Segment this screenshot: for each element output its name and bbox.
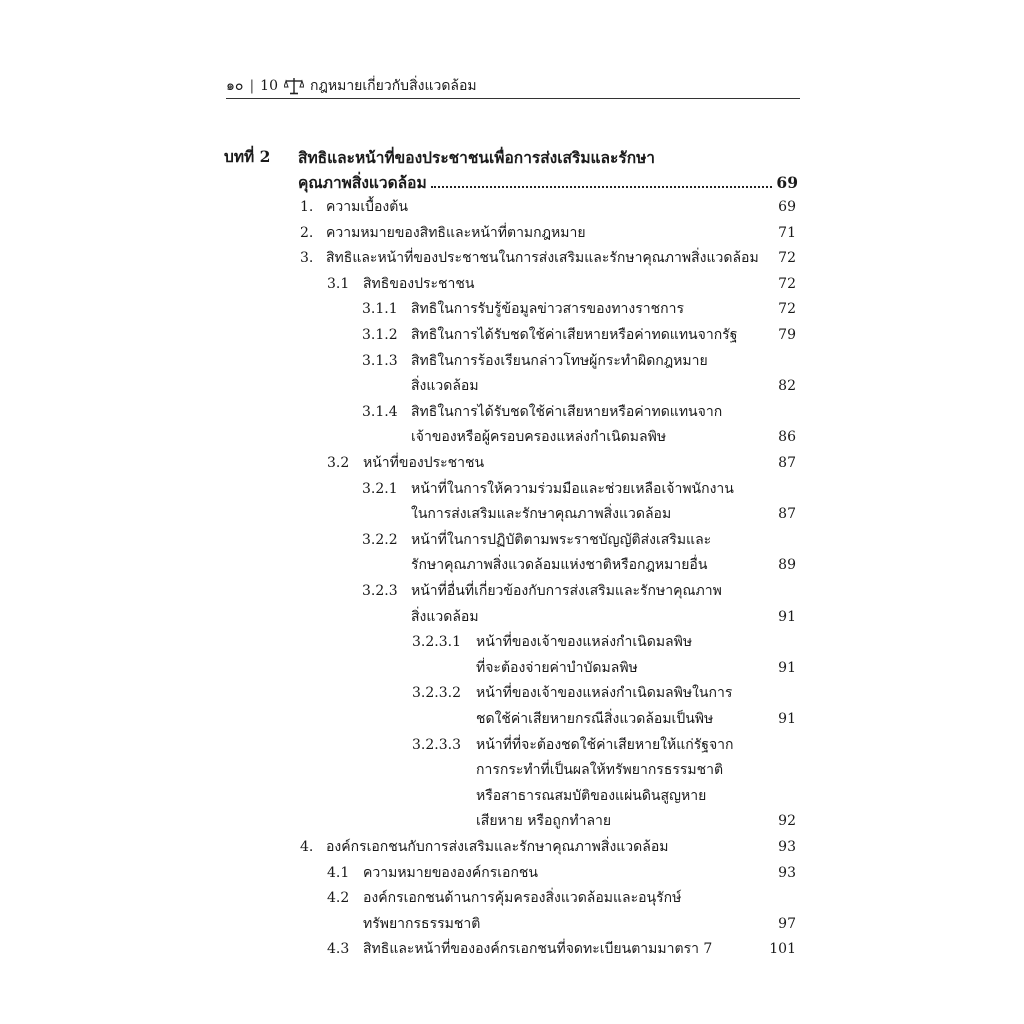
book-title: กฎหมายเกี่ยวกับสิ่งแวดล้อม	[309, 78, 477, 94]
chapter-title-line-1: สิทธิและหน้าที่ของประชาชนเพื่อการส่งเสริมและรักษา	[298, 148, 655, 167]
toc-entry-number: 3.2	[327, 455, 350, 471]
chapter-title-line-2	[298, 170, 798, 195]
toc-entry-page: 91	[778, 608, 796, 625]
toc-entry-page: 71	[778, 224, 796, 241]
toc-entry-text: หน้าที่ที่จะต้องชดใช้ค่าเสียหายให้แก่รัฐจาก	[476, 736, 734, 753]
toc-entry-page: 87	[778, 455, 796, 471]
toc-entry-number: 3.1.1	[362, 301, 398, 318]
toc-entry-text: ชดใช้ค่าเสียหายกรณีสิ่งแวดล้อมเป็นพิษ	[476, 711, 714, 727]
toc-entry-number: 3.1.4	[362, 403, 398, 420]
toc-entry-text: สิทธิในการร้องเรียนกล่าวโทษผู้กระทำผิดกฎหมาย	[411, 352, 708, 369]
toc-entry-page: 93	[778, 864, 796, 881]
toc-entry-number: 3.2.3.1	[412, 634, 461, 651]
toc-entry-text: หน้าที่ของเจ้าของแหล่งกำเนิดมลพิษในการ	[476, 685, 733, 702]
toc-entry-text: หน้าที่ของเจ้าของแหล่งกำเนิดมลพิษ	[476, 634, 693, 651]
toc-entry-text: สิ่งแวดล้อม	[411, 608, 479, 625]
toc-entry-text: หน้าที่อื่นที่เกี่ยวข้องกับการส่งเสริมและรักษาคุณภาพ	[411, 583, 722, 599]
scales-of-justice-icon	[284, 77, 304, 95]
toc-entry-page: 101	[769, 941, 796, 958]
toc-entry-page: 87	[778, 506, 796, 523]
toc-entry-text: รักษาคุณภาพสิ่งแวดล้อมแห่งชาติหรือกฎหมายอื่น	[411, 557, 708, 574]
toc-entry-number: 2.	[300, 224, 314, 241]
toc-entry-text: หรือสาธารณสมบัติของแผ่นดินสูญหาย	[476, 787, 707, 804]
chapter-title-text: คุณภาพสิ่งแวดล้อม	[298, 173, 427, 192]
toc-entry-page: 89	[778, 557, 796, 574]
toc-entry-text: สิทธิในการได้รับชดใช้ค่าเสียหายหรือค่าทดแทนจาก	[411, 403, 723, 420]
toc-entry-text: ความหมายของสิทธิและหน้าที่ตามกฎหมาย	[326, 224, 586, 241]
toc-entry-page: 72	[778, 250, 796, 267]
toc-entry-text: สิทธิและหน้าที่ขององค์กรเอกชนที่จดทะเบียนตามมาตรา 7	[363, 941, 713, 958]
toc-entry-page: 79	[778, 327, 796, 343]
toc-entry-text: สิทธิของประชาชน	[363, 275, 475, 292]
toc-entry-page: 72	[778, 301, 796, 318]
toc-entry-text: เจ้าของหรือผู้ครอบครองแหล่งกำเนิดมลพิษ	[411, 429, 667, 446]
header-separator: |	[249, 78, 255, 94]
toc-entry-text: สิ่งแวดล้อม	[411, 378, 479, 395]
toc-entry-page: 72	[778, 275, 796, 292]
chapter-page: 69	[776, 173, 798, 192]
toc-entry-text: องค์กรเอกชนกับการส่งเสริมและรักษาคุณภาพสิ่งแวดล้อม	[326, 839, 669, 855]
toc-entry-page: 92	[778, 813, 796, 830]
page-number: 10	[260, 78, 278, 94]
toc-entry-number: 3.	[300, 250, 314, 267]
toc-entry-text: ในการส่งเสริมและรักษาคุณภาพสิ่งแวดล้อม	[411, 506, 672, 523]
thai-page-number: ๑๐	[226, 78, 244, 94]
toc-entry-text: องค์กรเอกชนด้านการคุ้มครองสิ่งแวดล้อมและอนุรักษ์	[363, 890, 682, 907]
toc-entry-number: 4.	[300, 839, 314, 855]
toc-entry-number: 3.2.2	[362, 531, 398, 548]
toc-entry-text: หน้าที่ในการให้ความร่วมมือและช่วยเหลือเจ้าพนักงาน	[411, 480, 734, 497]
toc-entry-page: 93	[778, 839, 796, 855]
toc-entry-page: 82	[778, 378, 796, 395]
toc-entry-page: 69	[778, 199, 796, 215]
dot-leader	[431, 186, 773, 188]
toc-entry-page: 91	[778, 659, 796, 676]
running-header	[226, 74, 800, 99]
toc-entry-number: 3.2.1	[362, 480, 398, 497]
toc-entry-number: 4.1	[327, 864, 350, 881]
toc-entry-number: 4.2	[327, 890, 350, 907]
toc-entry-text: หน้าที่ของประชาชน	[363, 455, 485, 471]
toc-entry-number: 3.2.3.2	[412, 685, 461, 702]
chapter-label: บทที่ 2	[224, 147, 271, 166]
toc-entry-text: ความหมายขององค์กรเอกชน	[363, 864, 538, 881]
toc-entry-number: 4.3	[327, 941, 350, 958]
toc-entry-page: 86	[778, 429, 796, 446]
toc-entry-number: 3.2.3.3	[412, 736, 461, 753]
toc-entry-text: สิทธิในการรับรู้ข้อมูลข่าวสารของทางราชการ	[411, 301, 684, 318]
toc-entry-number: 3.1	[327, 275, 350, 292]
toc-entry-text: การกระทำที่เป็นผลให้ทรัพยากรธรรมชาติ	[476, 762, 724, 779]
toc-entry-page: 91	[778, 711, 796, 727]
toc-entry-text: หน้าที่ในการปฏิบัติตามพระราชบัญญัติส่งเสริมและ	[411, 531, 712, 548]
toc-entry-text: สิทธิและหน้าที่ของประชาชนในการส่งเสริมและรักษาคุณภาพสิ่งแวดล้อม	[326, 250, 759, 267]
toc-entry-text: ที่จะต้องจ่ายค่าบำบัดมลพิษ	[476, 659, 638, 676]
toc-entry-text: เสียหาย หรือถูกทำลาย	[476, 813, 612, 830]
toc-entry-text: ความเบื้องต้น	[326, 199, 408, 215]
toc-entry-text: ทรัพยากรธรรมชาติ	[363, 915, 481, 932]
toc-entry-number: 3.1.2	[362, 327, 398, 343]
toc-entry-number: 1.	[300, 199, 314, 215]
toc-entry-text: สิทธิในการได้รับชดใช้ค่าเสียหายหรือค่าทดแทนจากรัฐ	[411, 327, 738, 343]
toc-entry-number: 3.2.3	[362, 583, 398, 599]
toc-entry-page: 97	[778, 915, 796, 932]
toc-entry-number: 3.1.3	[362, 352, 398, 369]
